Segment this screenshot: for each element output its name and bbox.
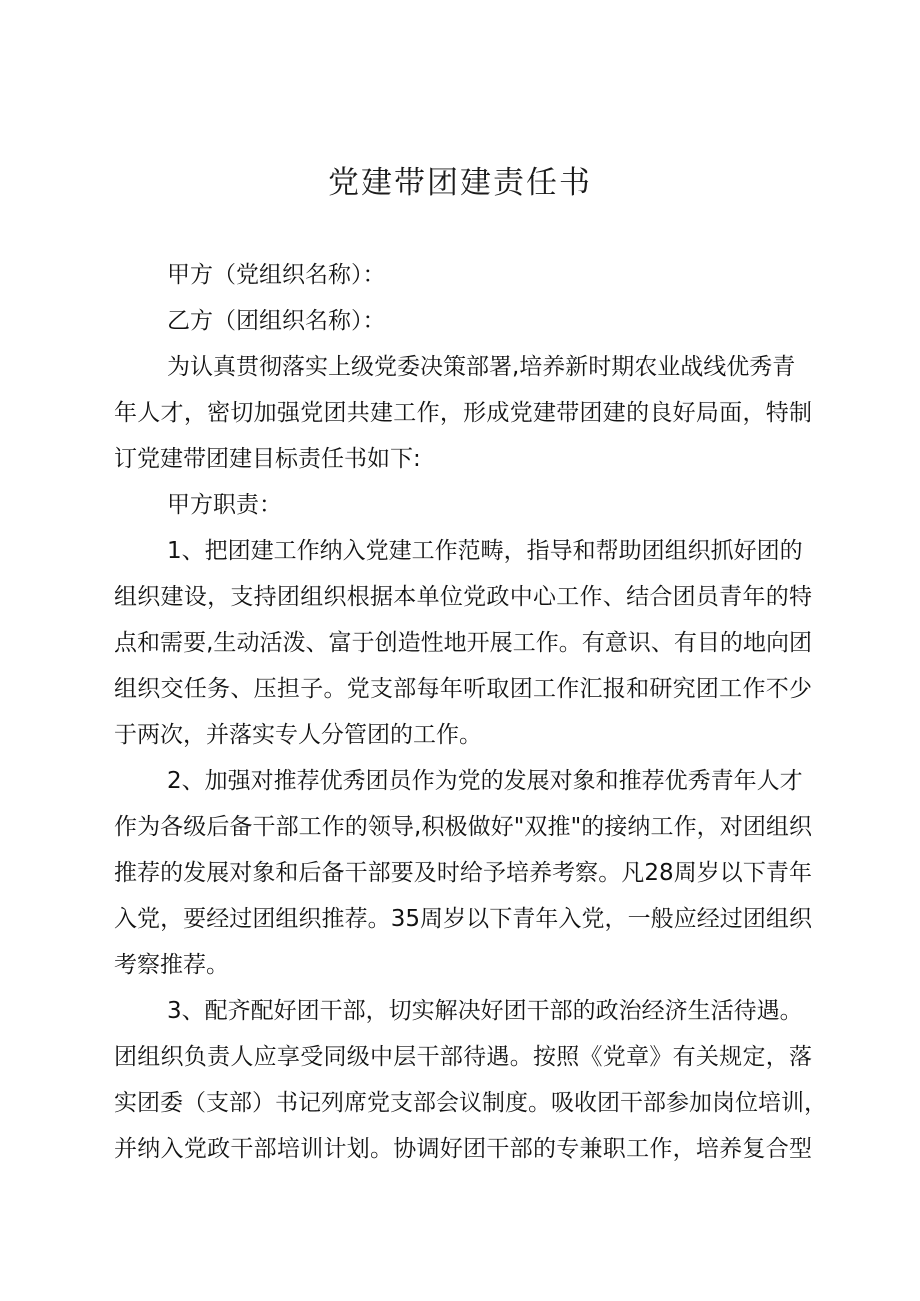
- paragraph-line: 年人才，密切加强党团共建工作，形成党建带团建的良好局面，特制: [114, 400, 812, 426]
- paragraph-line: 组织建设，支持团组织根据本单位党政中心工作、结合团员青年的特: [114, 584, 812, 610]
- party-b-line: 乙方（团组织名称）：: [167, 308, 386, 334]
- paragraph-line: 作为各级后备干部工作的领导,积极做好"双推"的接纳工作，对团组织: [114, 814, 812, 840]
- paragraph-line: 实团委（支部）书记列席党支部会议制度。吸收团干部参加岗位培训，: [114, 1090, 827, 1116]
- section-heading: 甲方职责：: [167, 492, 282, 518]
- paragraph-line: 2、加强对推荐优秀团员作为党的发展对象和推荐优秀青年人才: [167, 768, 803, 794]
- paragraph-line: 组织交任务、压担子。党支部每年听取团工作汇报和研究团工作不少: [114, 676, 812, 702]
- paragraph-line: 推荐的发展对象和后备干部要及时给予培养考察。凡28周岁以下青年: [114, 860, 812, 886]
- paragraph-line: 3、配齐配好团干部，切实解决好团干部的政治经济生活待遇。: [167, 998, 803, 1024]
- document-title: 党建带团建责任书: [328, 165, 592, 201]
- paragraph-line: 并纳入党政干部培训计划。协调好团干部的专兼职工作，培养复合型: [114, 1136, 812, 1162]
- paragraph-line: 点和需要,生动活泼、富于创造性地开展工作。有意识、有目的地向团: [114, 630, 812, 656]
- paragraph-line: 考察推荐。: [114, 952, 229, 978]
- paragraph-line: 1、把团建工作纳入党建工作范畴，指导和帮助团组织抓好团的: [167, 538, 803, 564]
- paragraph-line: 于两次，并落实专人分管团的工作。: [114, 722, 482, 748]
- paragraph-line: 订党建带团建目标责任书如下:: [114, 446, 421, 472]
- party-a-line: 甲方（党组织名称）：: [167, 262, 386, 288]
- paragraph-line: 团组织负责人应享受同级中层干部待遇。按照《党章》有关规定，落: [114, 1044, 812, 1070]
- paragraph-line: 为认真贯彻落实上级党委决策部署,培养新时期农业战线优秀青: [167, 354, 796, 380]
- paragraph-line: 入党，要经过团组织推荐。35周岁以下青年入党，一般应经过团组织: [114, 906, 812, 932]
